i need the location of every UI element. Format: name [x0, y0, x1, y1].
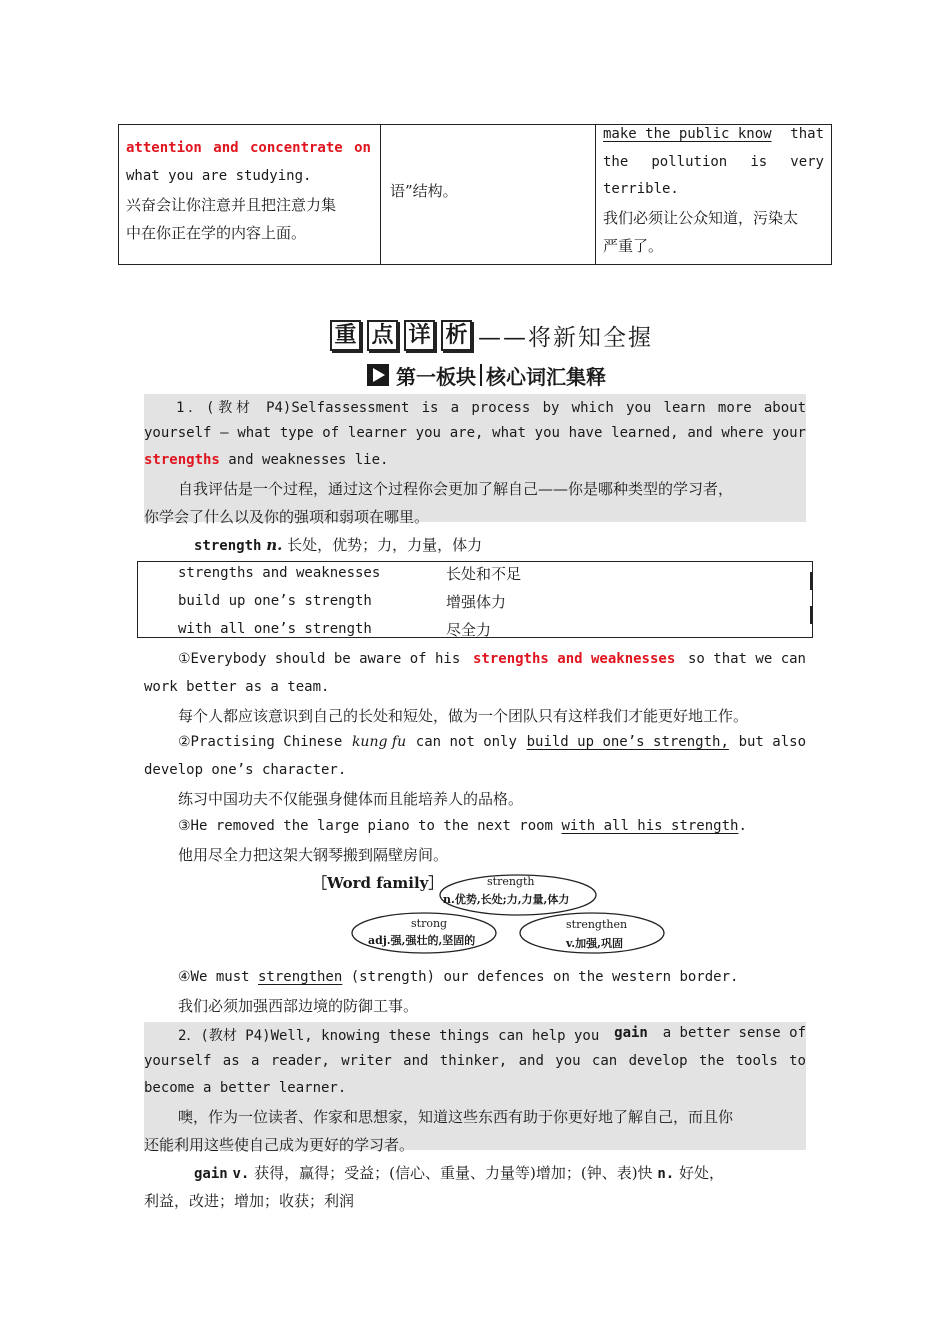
gain-meaning2-2: 利益，改进；增加；收获；利润 [144, 1192, 355, 1210]
cell1-red-line: attention and concentrate on [126, 140, 371, 156]
item1-cn1: 自我评估是一个过程，通过这个过程你会更加了解自己——你是哪种类型的学习者， [178, 480, 734, 498]
ex4-suffix: (strength) our defences on the western border. [350, 969, 739, 985]
phrase-cn-3: 尽全力 [446, 621, 492, 639]
item1-line3-rest: and weaknesses lie. [228, 452, 389, 468]
cell3-line1 [603, 126, 824, 142]
item2-cn1: 噢，作为一位读者、作家和思想家，知道这些东西有助于你更好地了解自己，而且你 [178, 1108, 734, 1126]
phrase-box-mark-2 [810, 606, 813, 624]
phrase-en-1: strengths and weaknesses [178, 565, 381, 581]
ex2-line2: develop one’s character. [144, 762, 347, 778]
ex2-mid: can not only [415, 734, 517, 750]
ex2-italic: kung fu [351, 734, 407, 750]
strength-word: strength [194, 538, 262, 554]
strength-meaning: 长处，优势；力，力量，体力 [287, 536, 483, 554]
gain-meaning1: 获得，赢得；受益；(信心、重量、力量等)增加；(钟、表)快 [254, 1164, 653, 1182]
word-family-label: ［Word family］ [312, 874, 444, 892]
cell3-line4: 我们必须让公众知道，污染太 [603, 209, 799, 227]
ex2-cn: 练习中国功夫不仅能强身健体而且能培养人的品格。 [178, 790, 524, 808]
cell2-text: 语”结构。 [390, 182, 458, 200]
title-divider [480, 364, 482, 386]
item1-line2: yourself — what type of learner you are, what you have learned, and where your [144, 425, 806, 441]
phrase-en-2: build up one’s strength [178, 593, 372, 609]
ex2-line1 [178, 734, 806, 750]
ex1-cn: 每个人都应该意识到自己的长处和短处，做为一个团队只有这样我们才能更好地工作。 [178, 707, 749, 725]
gain-pos2: n. [657, 1166, 675, 1182]
ex3-prefix: ③He removed the large piano to the next room [178, 818, 553, 834]
cell3-line2: the pollution is very [603, 154, 824, 170]
cell1-line2: what you are studying. [126, 168, 312, 184]
item1-line3 [144, 452, 388, 468]
item2-prefix: 2．(教材 P4)Well, knowing these things can help you [178, 1028, 600, 1044]
ex1-suffix: so that we can [687, 651, 806, 667]
ex3-cn: 他用尽全力把这架大钢琴搬到隔壁房间。 [178, 846, 449, 864]
ex4-prefix: ④We must [178, 969, 250, 985]
cell1-line3: 兴奋会让你注意并且把注意力集 [126, 196, 337, 214]
wf-strengthen-word: strengthen [566, 918, 628, 931]
phrase-box-mark-1 [810, 572, 813, 590]
section-title [330, 318, 653, 352]
wf-strong-def: adj.强,强壮的,坚固的 [368, 934, 476, 947]
item1-line1: 1．(教材 P4)Selfassessment is a process by which you learn more about [176, 400, 806, 416]
block-title-part1: 第一板块 [396, 364, 476, 389]
title-char-3: 详 [404, 320, 435, 351]
cell1-line4: 中在你正在学的内容上面。 [126, 224, 307, 242]
phrase-en-3: with all one’s strength [178, 621, 372, 637]
gain-definition [194, 1162, 724, 1183]
ex1-red: strengths and weaknesses [472, 651, 676, 667]
cell3-underlined: make the public know [603, 126, 772, 142]
ex2-underlined: build up one’s strength, [526, 734, 729, 750]
cell3-line3: terrible. [603, 181, 679, 197]
cell3-line1-rest: that [790, 126, 824, 142]
gain-word: gain [194, 1166, 228, 1182]
ex4-line1 [178, 969, 738, 985]
block-title [367, 362, 606, 388]
item1-cn2: 你学会了什么以及你的强项和弱项在哪里。 [144, 508, 430, 526]
strength-pos: n. [266, 536, 283, 554]
gain-meaning2-1: 好处， [678, 1164, 724, 1182]
ex1-line1 [178, 651, 806, 667]
cell3-line5: 严重了。 [603, 237, 664, 255]
wf-strength-word: strength [487, 875, 535, 888]
ex2-prefix: ②Practising Chinese [178, 734, 343, 750]
item2-bold: gain [614, 1025, 648, 1041]
ex1-line2: work better as a team. [144, 679, 330, 695]
play-icon [367, 364, 389, 386]
strength-definition [194, 534, 482, 555]
ex3-underlined: with all his strength [561, 818, 739, 834]
phrase-cn-2: 增强体力 [446, 593, 507, 611]
ex4-cn: 我们必须加强西部边境的防御工事。 [178, 997, 419, 1015]
ex1-prefix: ①Everybody should be aware of his [178, 651, 461, 667]
wf-strong-word: strong [411, 917, 448, 930]
item2-line3: become a better learner. [144, 1080, 347, 1096]
wf-strength-def: n.优势,长处;力,力量,体力 [443, 893, 570, 906]
ex3-line1 [178, 818, 747, 834]
phrase-cn-1: 长处和不足 [446, 565, 522, 583]
item2-line1 [178, 1025, 806, 1045]
item2-cn2: 还能利用这些使自己成为更好的学习者。 [144, 1136, 415, 1154]
ex3-suffix: . [738, 818, 747, 834]
gain-pos1: v. [232, 1166, 250, 1182]
block-title-part2: 核心词汇集释 [486, 364, 606, 389]
ex4-underlined: strengthen [258, 969, 343, 985]
section-title-rest: ——将新知全握 [478, 324, 653, 351]
item1-red-word: strengths [144, 452, 220, 468]
title-char-4: 析 [441, 320, 472, 351]
wf-strengthen-def: v.加强,巩固 [566, 937, 623, 950]
title-char-1: 重 [330, 320, 361, 351]
item2-line2: yourself as a reader, writer and thinker, and you can develop the tools to [144, 1053, 806, 1069]
title-char-2: 点 [367, 320, 398, 351]
ex2-suffix: but also [738, 734, 806, 750]
item2-suffix: a better sense of [662, 1025, 806, 1041]
